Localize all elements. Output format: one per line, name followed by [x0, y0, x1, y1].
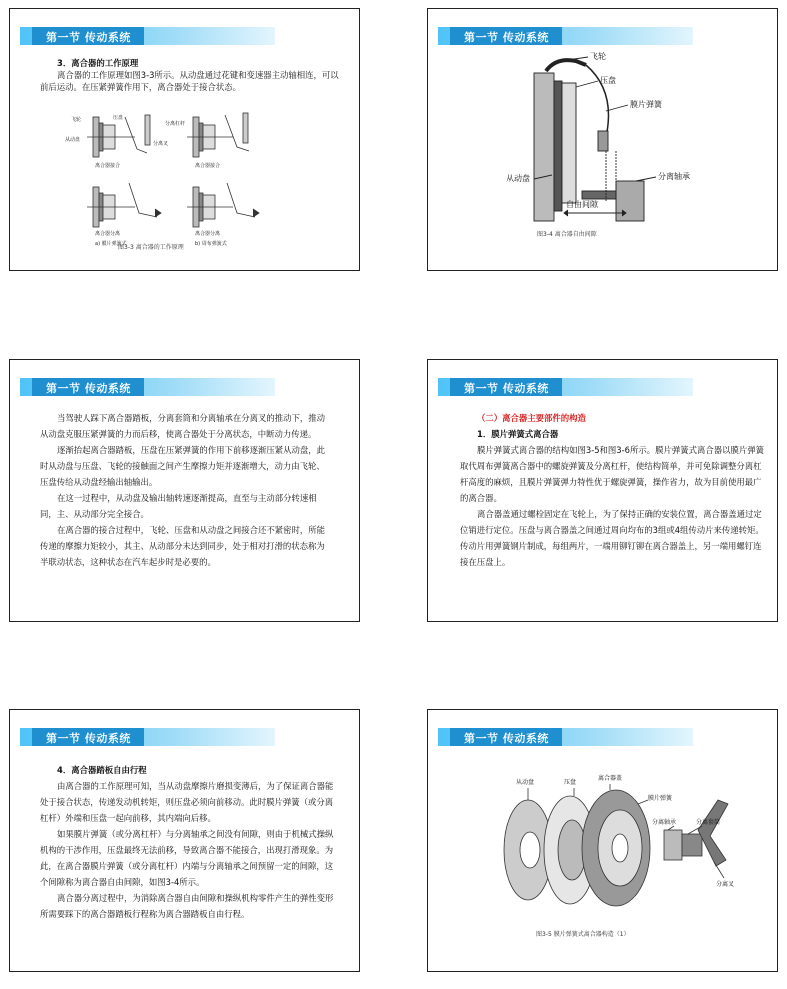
figure-caption: 图3-4 离合器自由间隙	[537, 231, 597, 238]
label-cover: 离合器盖	[598, 775, 623, 782]
paragraph: 如果膜片弹簧（或分离杠杆）与分离轴承之间没有间隙，则由于机械式操纵机构的干涉作用，压盘最终无法前移，导致离合器不能接合，出现打滑现象。为此，在离合器膜片弹簧（或分离杠杆）内端与分离轴承之间预留一定的间隙，这个间隙称为离合器自由间隙，如图3-4所示。	[40, 829, 334, 887]
slide-text	[40, 57, 347, 93]
label-flywheel: 飞轮	[71, 117, 82, 123]
label-diaphragm: 膜片弹簧	[648, 795, 673, 802]
slide-engagement-process	[9, 359, 360, 622]
label-released-a: 离合器分离	[95, 231, 121, 237]
label-pressure-plate: 压盘	[564, 779, 577, 786]
label-release-fork: 分离叉	[153, 141, 169, 147]
label-driven-disc: 从动盘	[506, 174, 530, 183]
label-sleeve: 分离套筒	[696, 819, 721, 826]
label-released-b: 离合器分离	[195, 231, 221, 237]
section-heading: 3．离合器的工作原理	[57, 58, 139, 68]
slide-header: 第一节 传动系统	[438, 378, 693, 396]
label-bearing: 分离轴承	[652, 819, 677, 826]
slide-text	[40, 410, 333, 570]
label-engaged-a: 离合器接合	[95, 163, 121, 169]
subheading: 1．膜片弹簧式离合器	[477, 429, 559, 439]
paragraph: 离合器盖通过螺栓固定在飞轮上，为了保持正确的安装位置，离合器盖通过定位销进行定位。压盘与离合器盖之间通过周向均布的3组或4组传动片来传递转矩。传动片用弹簧钢片制成，每组两片，一端用铆钉铆在离合器盖上，另一端用螺钉连接在压盘上。	[460, 509, 764, 567]
paragraph: 离合器的工作原理如图3-3所示。从动盘通过花键和变速器主动轴相连，可以前后运动。在压紧弹簧作用下，离合器处于接合状态。	[40, 70, 339, 92]
label-driven-disc: 从动盘	[65, 137, 81, 143]
section-heading: （二）离合器主要部件的构造	[477, 413, 586, 423]
free-clearance-diagram	[506, 51, 756, 226]
label-type-a: a) 膜片弹簧式	[95, 241, 127, 247]
slide-header: 第一节 传动系统	[438, 27, 693, 45]
paragraph: 逐渐抬起离合器踏板，压盘在压紧弹簧的作用下前移逐渐压紧从动盘，此时从动盘与压盘、飞轮的接触面之间产生摩擦力矩并逐渐增大，动力由飞轮、压盘传给从动盘经输出轴输出。	[40, 445, 325, 487]
paragraph: 由离合器的工作原理可知，当从动盘摩擦片磨损变薄后，为了保证离合器能处于接合状态，传递发动机转矩，则压盘必须向前移动。此时膜片弹簧（或分离杠杆）外端和压盘一起向前移，其内端向后移。	[40, 781, 334, 823]
slide-main-components	[427, 359, 778, 622]
paragraph: 膜片弹簧式离合器的结构如图3-5和图3-6所示。膜片弹簧式离合器以膜片弹簧取代周布弹簧离合器中的螺旋弹簧及分离杠杆，使结构简单，并可免除调整分离杠杆高度的麻烦，且膜片弹簧弹力特性优于螺旋弹簧，操作省力，故为目前使用最广的离合器。	[460, 445, 764, 503]
label-clearance: 自由间隙	[566, 200, 598, 209]
paragraph: 当驾驶人踩下离合器踏板，分离套筒和分离轴承在分离叉的推动下，推动从动盘克服压紧弹簧的力而后移，使离合器处于分离状态，中断动力传递。	[40, 413, 325, 439]
label-diaphragm: 膜片弹簧	[630, 100, 662, 109]
paragraph: 在这一过程中，从动盘及输出轴转速逐渐提高，直至与主动部分转速相同，主、从动部分完全接合。	[40, 493, 317, 519]
slide-text	[40, 762, 341, 922]
label-fork: 分离叉	[716, 881, 735, 888]
slide-header: 第一节 传动系统	[20, 728, 275, 746]
paragraph: 在离合器的接合过程中，飞轮、压盘和从动盘之间接合还不紧密时，所能传递的摩擦力矩较小，其主、从动部分未达到同步，处于相对打滑的状态称为半联动状态，这种状态在汽车起步时是必要的。	[40, 525, 325, 567]
label-pressure-plate: 压盘	[600, 76, 616, 85]
slide-header: 第一节 传动系统	[20, 378, 275, 396]
label-driven-disc: 从动盘	[516, 779, 535, 786]
slide-header: 第一节 传动系统	[20, 27, 275, 45]
label-type-b: b) 周布弹簧式	[195, 241, 227, 247]
slide-header: 第一节 传动系统	[438, 728, 693, 746]
label-flywheel: 飞轮	[590, 52, 606, 61]
label-engaged-b: 离合器接合	[195, 163, 221, 169]
exploded-clutch-diagram	[488, 770, 748, 910]
slide-pedal-free-travel	[9, 709, 360, 972]
section-heading: 4．离合器踏板自由行程	[57, 765, 147, 775]
slide-free-clearance	[427, 8, 778, 271]
paragraph: 离合器分离过程中，为消除离合器自由间隙和操纵机构零件产生的弹性变形所需要踩下的离合器踏板行程称为离合器踏板自由行程。	[40, 893, 334, 919]
slide-diaphragm-clutch-structure	[427, 709, 778, 972]
clutch-principle-diagram	[65, 109, 265, 254]
slide-clutch-principle	[9, 8, 360, 271]
label-release-lever: 分离杠杆	[165, 121, 186, 127]
label-pressure-plate: 压盘	[113, 115, 124, 121]
label-bearing: 分离轴承	[658, 172, 690, 181]
slide-text	[460, 410, 765, 570]
figure-caption: 图3-5 膜片弹簧式离合器构造（1）	[536, 931, 630, 938]
figure-caption: 图3-3 离合器的工作原理	[118, 244, 184, 251]
